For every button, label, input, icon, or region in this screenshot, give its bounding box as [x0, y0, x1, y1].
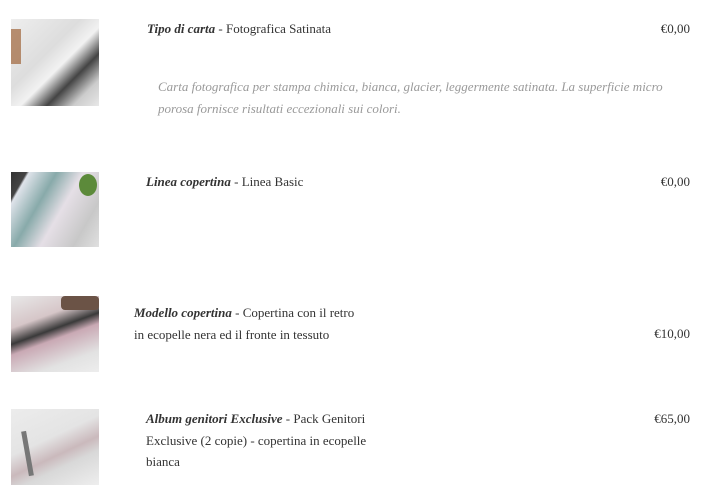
- cover-line-thumbnail: [11, 172, 99, 247]
- option-label: Linea copertina: [146, 174, 231, 189]
- separator: -: [230, 174, 242, 189]
- option-label: Modello copertina: [134, 305, 232, 320]
- parents-album-thumbnail: [11, 409, 99, 485]
- option-label: Album genitori Exclusive: [146, 411, 283, 426]
- option-value: Copertina con il retro in ecopelle nera ed il fronte in tessuto: [134, 305, 355, 342]
- option-text: [147, 18, 331, 40]
- separator: -: [231, 305, 243, 320]
- option-price: €0,00: [660, 21, 690, 36]
- option-price: €0,00: [660, 174, 690, 189]
- separator: -: [282, 411, 294, 426]
- option-text: [134, 302, 360, 345]
- option-text: [146, 408, 368, 473]
- option-value: Pack Genitori Exclusive (2 copie) - copertina in ecopelle bianca: [146, 411, 367, 469]
- option-price: €65,00: [654, 411, 690, 426]
- option-value: Fotografica Satinata: [225, 21, 332, 36]
- separator: -: [215, 21, 226, 36]
- cover-model-thumbnail: [11, 296, 99, 372]
- option-description: Carta fotografica per stampa chimica, bianca, glacier, leggermente satinata. La superficie micro porosa fornisce risultati eccezionali sui colori.: [158, 79, 663, 116]
- option-price: €10,00: [654, 326, 690, 341]
- option-label: Tipo di carta: [147, 21, 216, 36]
- option-value: Linea Basic: [241, 174, 304, 189]
- paper-type-thumbnail: [11, 19, 99, 106]
- option-text: [146, 171, 303, 193]
